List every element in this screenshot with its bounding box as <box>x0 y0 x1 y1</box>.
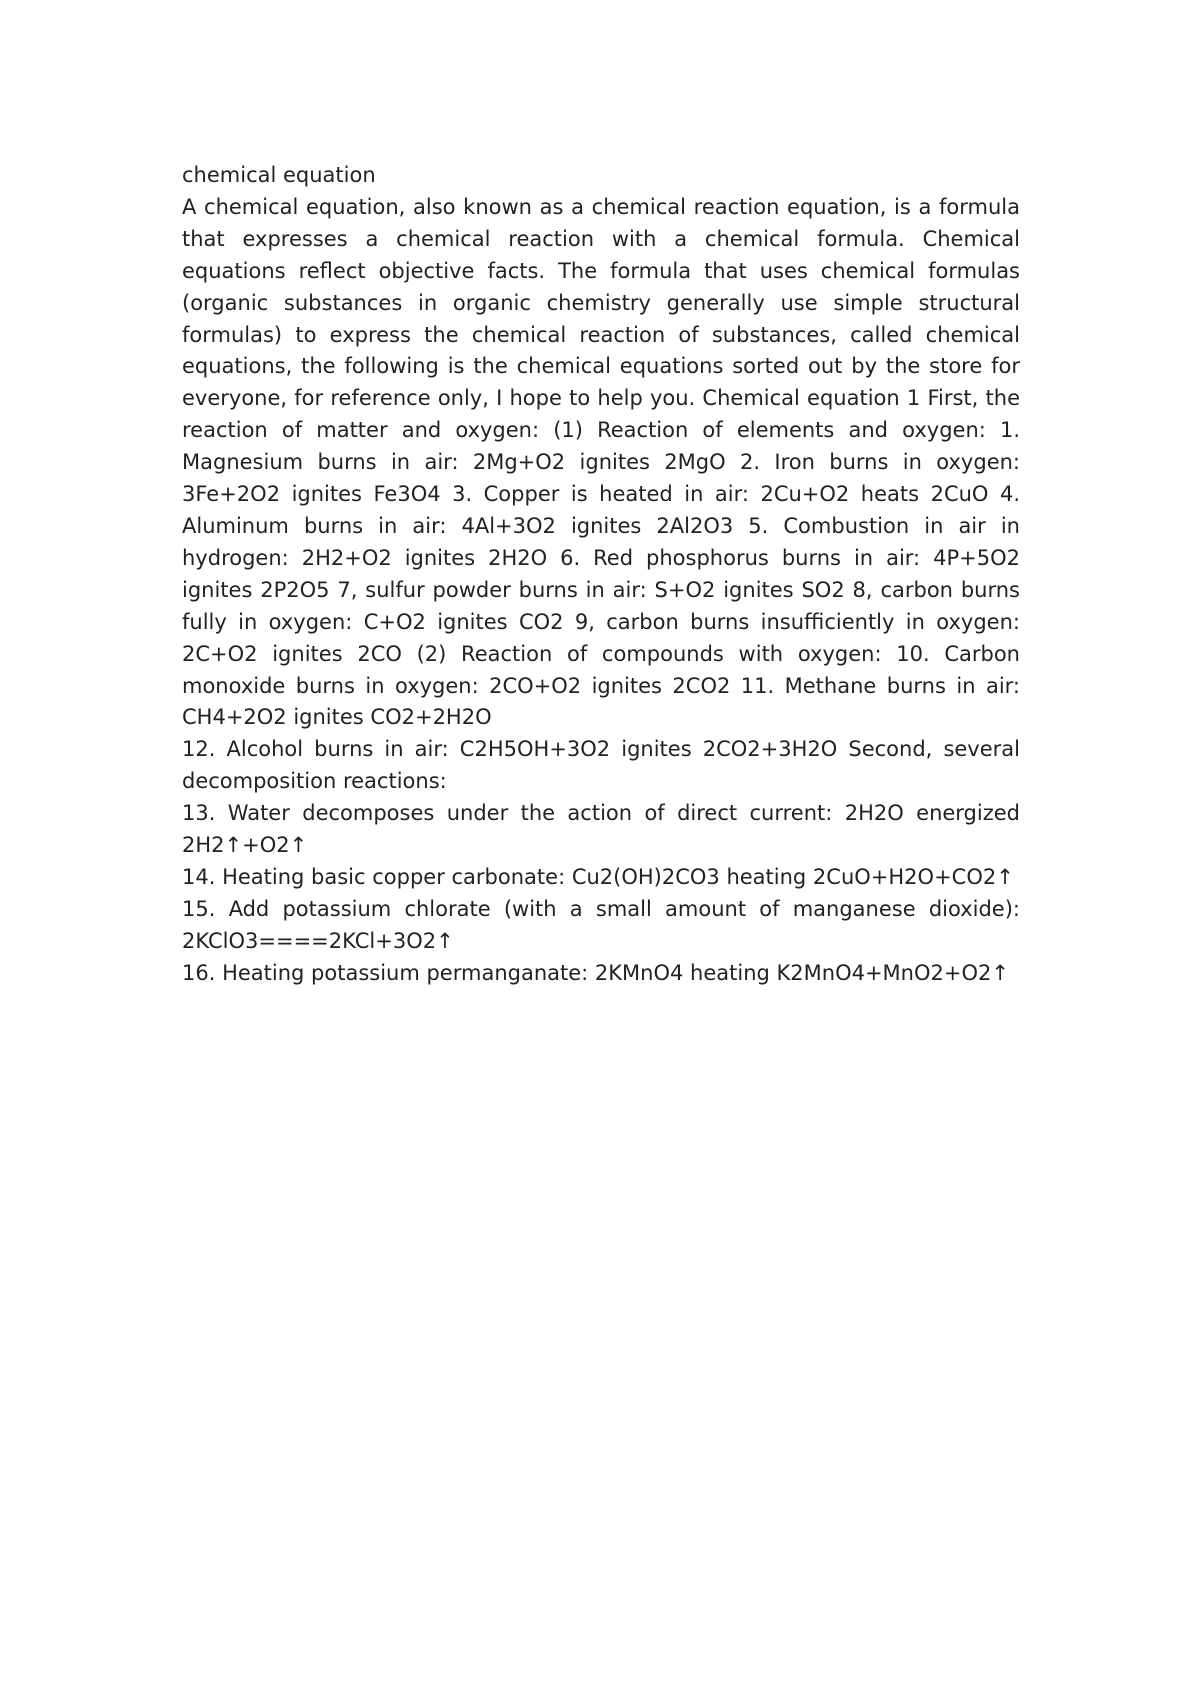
document-body <box>182 160 1020 990</box>
paragraph-14: 14. Heating basic copper carbonate: Cu2(OH)2CO3 heating 2CuO+H2O+CO2↑ <box>182 864 1014 889</box>
paragraph-16: 16. Heating potassium permanganate: 2KMnO4 heating K2MnO4+MnO2+O2↑ <box>182 960 1009 985</box>
document-title: chemical equation <box>182 163 376 187</box>
paragraph-13: 13. Water decomposes under the action of direct current: 2H2O energized 2H2↑+O2↑ <box>182 801 1020 858</box>
paragraph-12: 12. Alcohol burns in air: C2H5OH+3O2 ignites 2CO2+3H2O Second, several decomposition reactions: <box>182 737 1020 794</box>
paragraph-intro: A chemical equation, also known as a chemical reaction equation, is a formula that expresses a chemical reaction with a chemical formula. Chemical equations reflect objective facts. The formula that uses chemical formulas (organic substances in organic chemistry generally use simple structural formulas) to express the chemical reaction of substances, called chemical equations, the following is the chemical equations sorted out by the store for everyone, for reference only, I hope to help you. Chemical equation 1 First, the reaction of matter and oxygen: (1) Reaction of elements and oxygen: 1. Magnesium burns in air: 2Mg+O2 ignites 2MgO 2. Iron burns in oxygen: 3Fe+2O2 ignites Fe3O4 3. Copper is heated in air: 2Cu+O2 heats 2CuO 4. Aluminum burns in air: 4Al+3O2 ignites 2Al2O3 5. Combustion in air in hydrogen: 2H2+O2 ignites 2H2O 6. Red phosphorus burns in air: 4P+5O2 ignites 2P2O5 7, sulfur powder burns in air: S+O2 ignites SO2 8, carbon burns fully in oxygen: C+O2 ignites CO2 9, carbon burns insufficiently in oxygen: 2C+O2 ignites 2CO (2) Reaction of compounds with oxygen: 10. Carbon monoxide burns in oxygen: 2CO+O2 ignites 2CO2 11. Methane burns in air: CH4+2O2 ignites CO2+2H2O <box>182 194 1020 730</box>
paragraph-15: 15. Add potassium chlorate (with a small amount of manganese dioxide): 2KClO3====2KCl+3O2↑ <box>182 896 1020 953</box>
